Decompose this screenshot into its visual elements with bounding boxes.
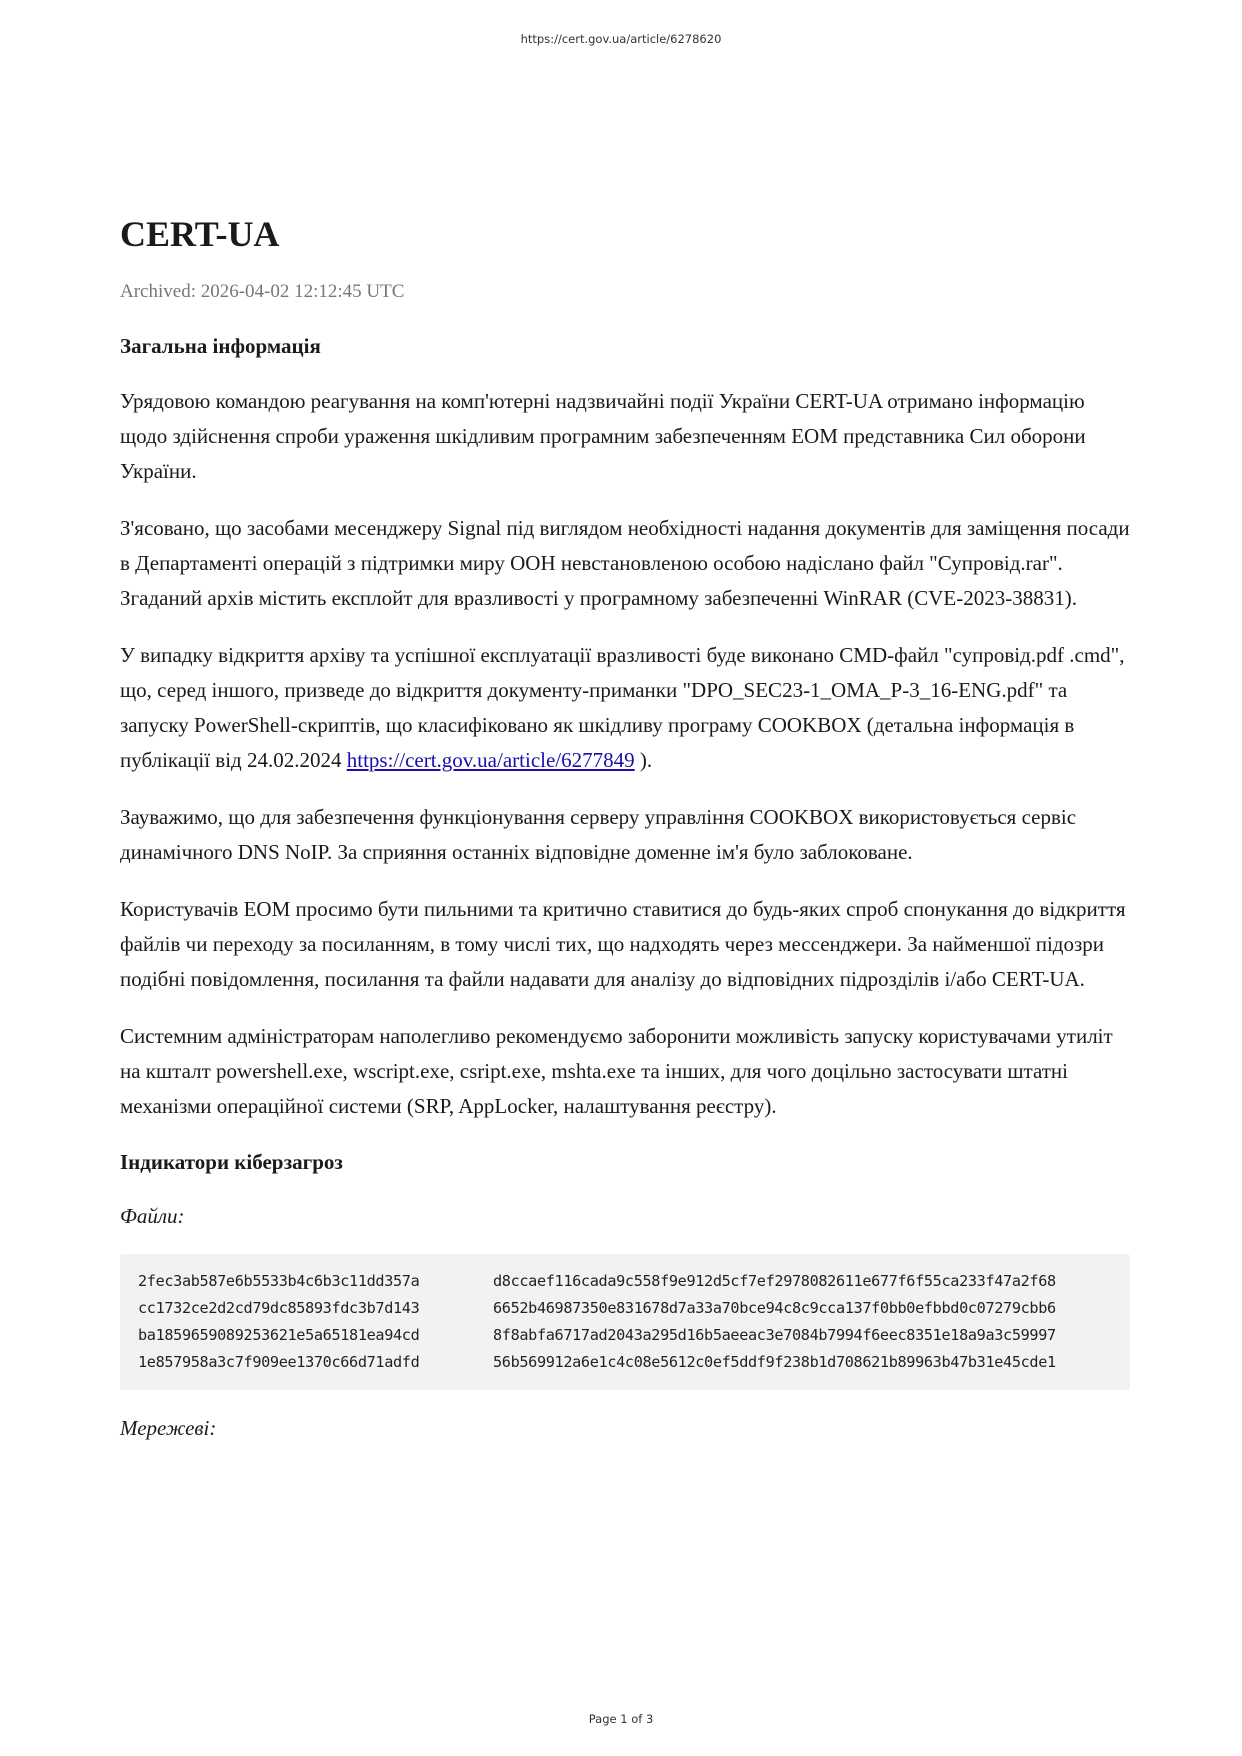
md5-hash: 1e857958a3c7f909ee1370c66d71adfd: [138, 1353, 420, 1371]
related-article-link[interactable]: https://cert.gov.ua/article/6277849: [346, 748, 635, 772]
network-subheading: Мережеві:: [120, 1416, 217, 1440]
hash-row: [138, 1349, 1130, 1376]
paragraph-exploitation-text: У випадку відкриття архіву та успішної експлуатації вразливості буде виконано CMD-файл "супровід.pdf .cmd", що, серед іншого, призведе до відкриття документу-приманки "DPO_SEC23-1_OMA_P-3_16-ENG.pdf" та запуску PowerShell-скриптів, що класифіковано як шкідливу програму COOKBOX (детальна інформація в публікації від 24.02.2024: [120, 643, 1125, 772]
paragraph-exploitation-tail: ).: [634, 748, 653, 772]
general-info-heading: Загальна інформація: [120, 334, 321, 358]
md5-hash: 2fec3ab587e6b5533b4c6b3c11dd357a: [138, 1272, 420, 1290]
indicators-heading: Індикатори кіберзагроз: [120, 1150, 343, 1174]
paragraph-signal-delivery: З'ясовано, що засобами месенджеру Signal під виглядом необхідності надання документів для заміщення посади в Департаменті операцій з підтримки миру ООН невстановленою особою надіслано файл "Супровід.rar". Згаданий архів містить експлойт для вразливості у програмному забезпеченні WinRAR (CVE-2023-38831).: [120, 516, 1130, 610]
paragraph-exploitation: [120, 638, 1130, 778]
paragraph-user-advice: Користувачів ЕОМ просимо бути пильними та критично ставитися до будь-яких спроб спонукання до відкриття файлів чи переходу за посиланням, в тому числі тих, що надходять через мессенджери. За найменшої підозри подібні повідомлення, посилання та файли надавати для аналізу до відповідних підрозділів і/або CERT-UA.: [120, 897, 1126, 991]
archived-timestamp: Archived: 2026-04-02 12:12:45 UTC: [120, 281, 405, 302]
files-subheading: Файли:: [120, 1204, 185, 1228]
paragraph-admin-advice: Системним адміністраторам наполегливо рекомендуємо заборонити можливість запуску користувачами утиліт на кшталт powershell.exe, wscript.exe, csript.exe, mshta.exe та інших, для чого доцільно застосувати штатні механізми операційної системи (SRP, AppLocker, налаштування реєстру).: [120, 1024, 1113, 1118]
sha256-hash: 8f8abfa6717ad2043a295d16b5aeeac3e7084b7994f6eec8351e18a9a3c59997: [493, 1326, 1056, 1344]
sha256-hash: 6652b46987350e831678d7a33a70bce94c8c9cca137f0bb0efbbd0c07279cbb6: [493, 1299, 1056, 1317]
page-number-footer: Page 1 of 3: [588, 1712, 654, 1726]
sha256-hash: d8ccaef116cada9c558f9e912d5cf7ef2978082611e677f6f55ca233f47a2f68: [493, 1272, 1056, 1290]
file-hashes-block: [120, 1254, 1130, 1390]
article-content: [120, 212, 1130, 1444]
sha256-hash: 56b569912a6e1c4c08e5612c0ef5ddf9f238b1d708621b89963b47b31e45cde1: [493, 1353, 1056, 1371]
page-title: CERT-UA: [120, 214, 280, 254]
page-header-url: https://cert.gov.ua/article/6278620: [520, 32, 722, 46]
paragraph-noip: Зауважимо, що для забезпечення функціонування серверу управління COOKBOX використовується сервіс динамічного DNS NoIP. За сприяння останніх відповідне доменне ім'я було заблоковане.: [120, 805, 1077, 864]
md5-hash: ba1859659089253621e5a65181ea94cd: [138, 1326, 420, 1344]
md5-hash: cc1732ce2d2cd79dc85893fdc3b7d143: [138, 1299, 420, 1317]
paragraph-intro: Урядовою командою реагування на комп'ютерні надзвичайні події України CERT-UA отримано інформацію щодо здійснення спроби ураження шкідливим програмним забезпеченням ЕОМ представника Сил оборони України.: [120, 389, 1086, 483]
